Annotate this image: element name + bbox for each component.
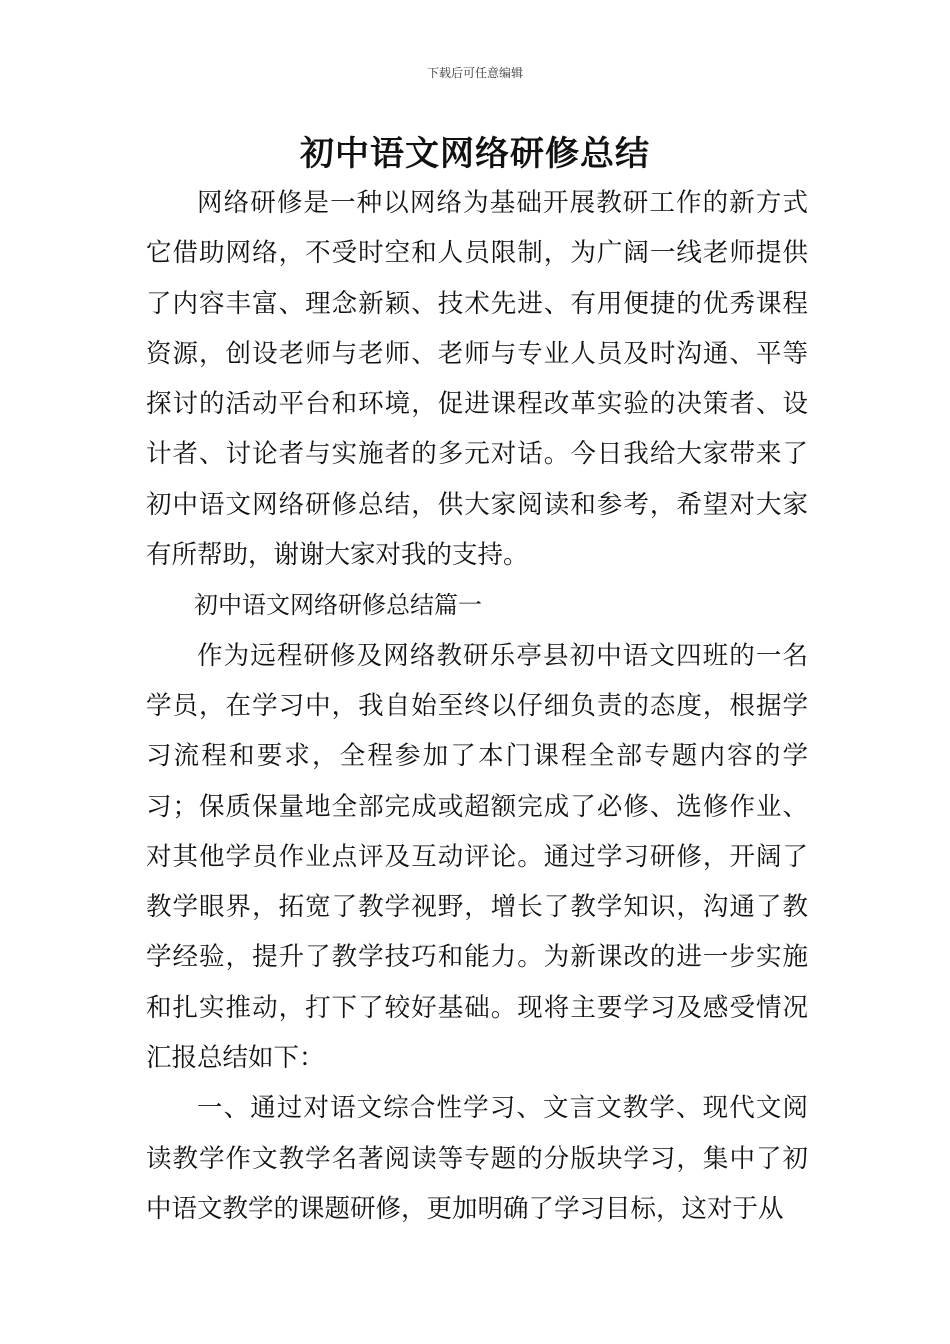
document-title: 初中语文网络研修总结 [300, 134, 650, 174]
header-note: 下载后可任意编辑 [426, 66, 523, 80]
section-heading: 初中语文网络研修总结篇一 [194, 591, 482, 620]
body-paragraph: 一、通过对语文综合性学习、文言文教学、现代文阅读教学作文教学名著阅读等专题的分版块学习，集中了初中语文教学的课题研修，更加明确了学习目标，这对于从 [146, 1093, 808, 1224]
body-paragraph: 作为远程研修及网络教研乐亭县初中语文四班的一名学员，在学习中，我自始至终以仔细负责的态度，根据学习流程和要求，全程参加了本门课程全部专题内容的学习；保质保量地全部完成或超额完成了必修、选修作业、对其他学员作业点评及互动评论。通过学习研修，开阔了教学眼界，拓宽了教学视野，增长了教学知识，沟通了教学经验，提升了教学技巧和能力。为新课改的进一步实施和扎实推动，打下了较好基础。现将主要学习及感受情况汇报总结如下： [146, 640, 808, 1074]
intro-paragraph: 网络研修是一种以网络为基础开展教研工作的新方式它借助网络，不受时空和人员限制，为广阔一线老师提供了内容丰富、理念新颖、技术先进、有用便捷的优秀课程资源，创设老师与老师、老师与专业人员及时沟通、平等探讨的活动平台和环境，促进课程改革实验的决策者、设计者、讨论者与实施者的多元对话。今日我给大家带来了初中语文网络研修总结，供大家阅读和参考，希望对大家有所帮助，谢谢大家对我的支持。 [146, 188, 808, 571]
document-body [146, 178, 808, 1234]
